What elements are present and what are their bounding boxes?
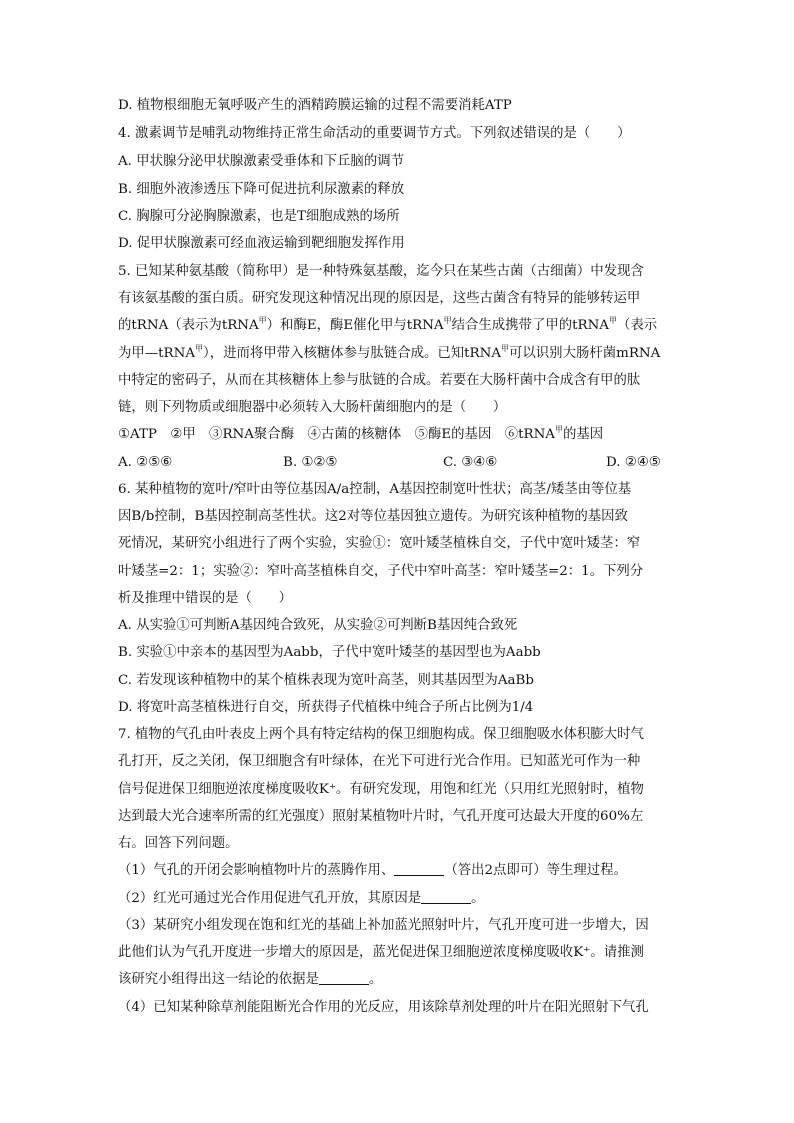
q7-sub2-text: 。 xyxy=(471,891,485,906)
q5-stem-line: 链，则下列物质或细胞器中必须转入大肠杆菌细胞内的是（ ） xyxy=(118,400,507,415)
q6-stem-line: 析及推理中错误的是（ ） xyxy=(118,591,293,606)
q7-sub3-text: 该研究小组得出这一结论的依据是 xyxy=(118,972,319,987)
answer-blank[interactable] xyxy=(394,861,444,876)
q7-sub2 xyxy=(118,889,485,909)
q5-stem-line: 中特定的密码子，从而在其核糖体上参与肽链的合成。若要在大肠杆菌中合成含有甲的肽 xyxy=(118,373,641,388)
q6-option-b: B. 实验①中亲本的基因型为Aabb，子代中宽叶矮茎的基因型也为Aabb xyxy=(118,645,541,660)
q6-option-c: C. 若发现该种植物中的某个植株表现为宽叶高茎，则其基因型为AaBb xyxy=(118,673,534,688)
q5-stem-line: 5. 已知某种氨基酸（简称甲）是一种特殊氨基酸，迄今只在某些古菌（古细菌）中发现含 xyxy=(118,264,644,279)
q4-stem: 4. 激素调节是哺乳动物维持正常生命活动的重要调节方式。下列叙述错误的是（ ） xyxy=(118,126,631,141)
q7-sub3 xyxy=(118,970,382,990)
q7-sub3: （3）某研究小组发现在饱和红光的基础上补加蓝光照射叶片，气孔开度可进一步增大，因 xyxy=(118,918,649,933)
q7-stem-line: 达到最大光合速率所需的红光强度）照射某植物叶片时，气孔开度可达最大开度的60%左 xyxy=(118,809,644,824)
q4-option-a: A. 甲状腺分泌甲状腺激素受垂体和下丘脑的调节 xyxy=(118,154,404,169)
q7-sub3: 此他们认为气孔开度进一步增大的原因是，蓝光促进保卫细胞逆浓度梯度吸收K⁺。请推测 xyxy=(118,945,644,960)
q4-option-d: D. 促甲状腺激素可经血液运输到靶细胞发挥作用 xyxy=(118,236,405,251)
q5-stem-line: 为甲—tRNA$^甲$），进而将甲带入核糖体参与肽链合成。已知tRNA$^甲$可以识别大肠杆菌mRNA xyxy=(118,344,661,361)
q5-option-d: D. ②④⑤ xyxy=(606,455,661,470)
q5-stem-line: 的tRNA（表示为tRNA$^甲$）和酶E，酶E催化甲与tRNA$^甲$结合生成携带了甲的tRNA$^甲$（表示 xyxy=(118,316,658,333)
q6-stem-line: 6. 某种植物的宽叶/窄叶由等位基因A/a控制，A基因控制宽叶性状；高茎/矮茎由等位基 xyxy=(118,482,632,497)
q5-option-a: A. ②⑤⑥ xyxy=(118,455,173,470)
q7-stem-line: 信号促进保卫细胞逆浓度梯度吸收K⁺。有研究发现，用饱和红光（只用红光照射时，植物 xyxy=(118,782,644,797)
q4-option-b: B. 细胞外液渗透压下降可促进抗利尿激素的释放 xyxy=(118,182,405,197)
q5-items: ①ATP ②甲 ③RNA聚合酶 ④古菌的核糖体 ⑤酶E的基因 ⑥tRNA$^甲$的基因 xyxy=(118,425,604,442)
q7-sub1-text: （答出2点即可）等生理过程。 xyxy=(444,863,627,878)
q6-option-d: D. 将宽叶高茎植株进行自交，所获得子代植株中纯合子所占比例为1/4 xyxy=(118,700,534,715)
q6-option-a: A. 从实验①可判断A基因纯合致死，从实验②可判断B基因纯合致死 xyxy=(118,618,518,633)
q5-option-b: B. ①②⑤ xyxy=(283,455,338,470)
q7-stem-line: 7. 植物的气孔由叶表皮上两个具有特定结构的保卫细胞构成。保卫细胞吸水体积膨大时气 xyxy=(118,727,644,742)
q7-sub1 xyxy=(118,861,627,881)
q5-option-c: C. ③④⑥ xyxy=(443,455,498,470)
q6-stem-line: 叶矮茎=2：1；实验②：窄叶高茎植株自交，子代中窄叶高茎：窄叶矮茎=2：1。下列分 xyxy=(118,564,644,579)
q6-stem-line: 死情况，某研究小组进行了两个实验，实验①：宽叶矮茎植株自交，子代中宽叶矮茎：窄 xyxy=(118,536,641,551)
q4-option-c: C. 胸腺可分泌胸腺激素，也是T细胞成熟的场所 xyxy=(118,209,400,224)
q7-sub4: （4）已知某种除草剂能阻断光合作用的光反应，用该除草剂处理的叶片在阳光照射下气孔 xyxy=(118,1000,649,1015)
q3-option-d: D. 植物根细胞无氧呼吸产生的酒精跨膜运输的过程不需要消耗ATP xyxy=(118,98,512,113)
q6-stem-line: 因B/b控制，B基因控制高茎性状。这2对等位基因独立遗传。为研究该种植物的基因致 xyxy=(118,509,628,524)
q7-stem-line: 右。回答下列问题。 xyxy=(118,836,239,851)
answer-blank[interactable] xyxy=(421,889,471,904)
q7-sub3-text: 。 xyxy=(368,972,383,987)
q7-sub1-text: （1）气孔的开闭会影响植物叶片的蒸腾作用、 xyxy=(118,863,395,878)
answer-blank[interactable] xyxy=(319,970,369,985)
q7-sub2-text: （2）红光可通过光合作用促进气孔开放，其原因是 xyxy=(118,891,422,906)
q5-stem-line: 有该氨基酸的蛋白质。研究发现这种情况出现的原因是，这些古菌含有特异的能够转运甲 xyxy=(118,291,641,306)
q7-stem-line: 孔打开，反之关闭，保卫细胞含有叶绿体，在光下可进行光合作用。已知蓝光可作为一种 xyxy=(118,754,641,769)
